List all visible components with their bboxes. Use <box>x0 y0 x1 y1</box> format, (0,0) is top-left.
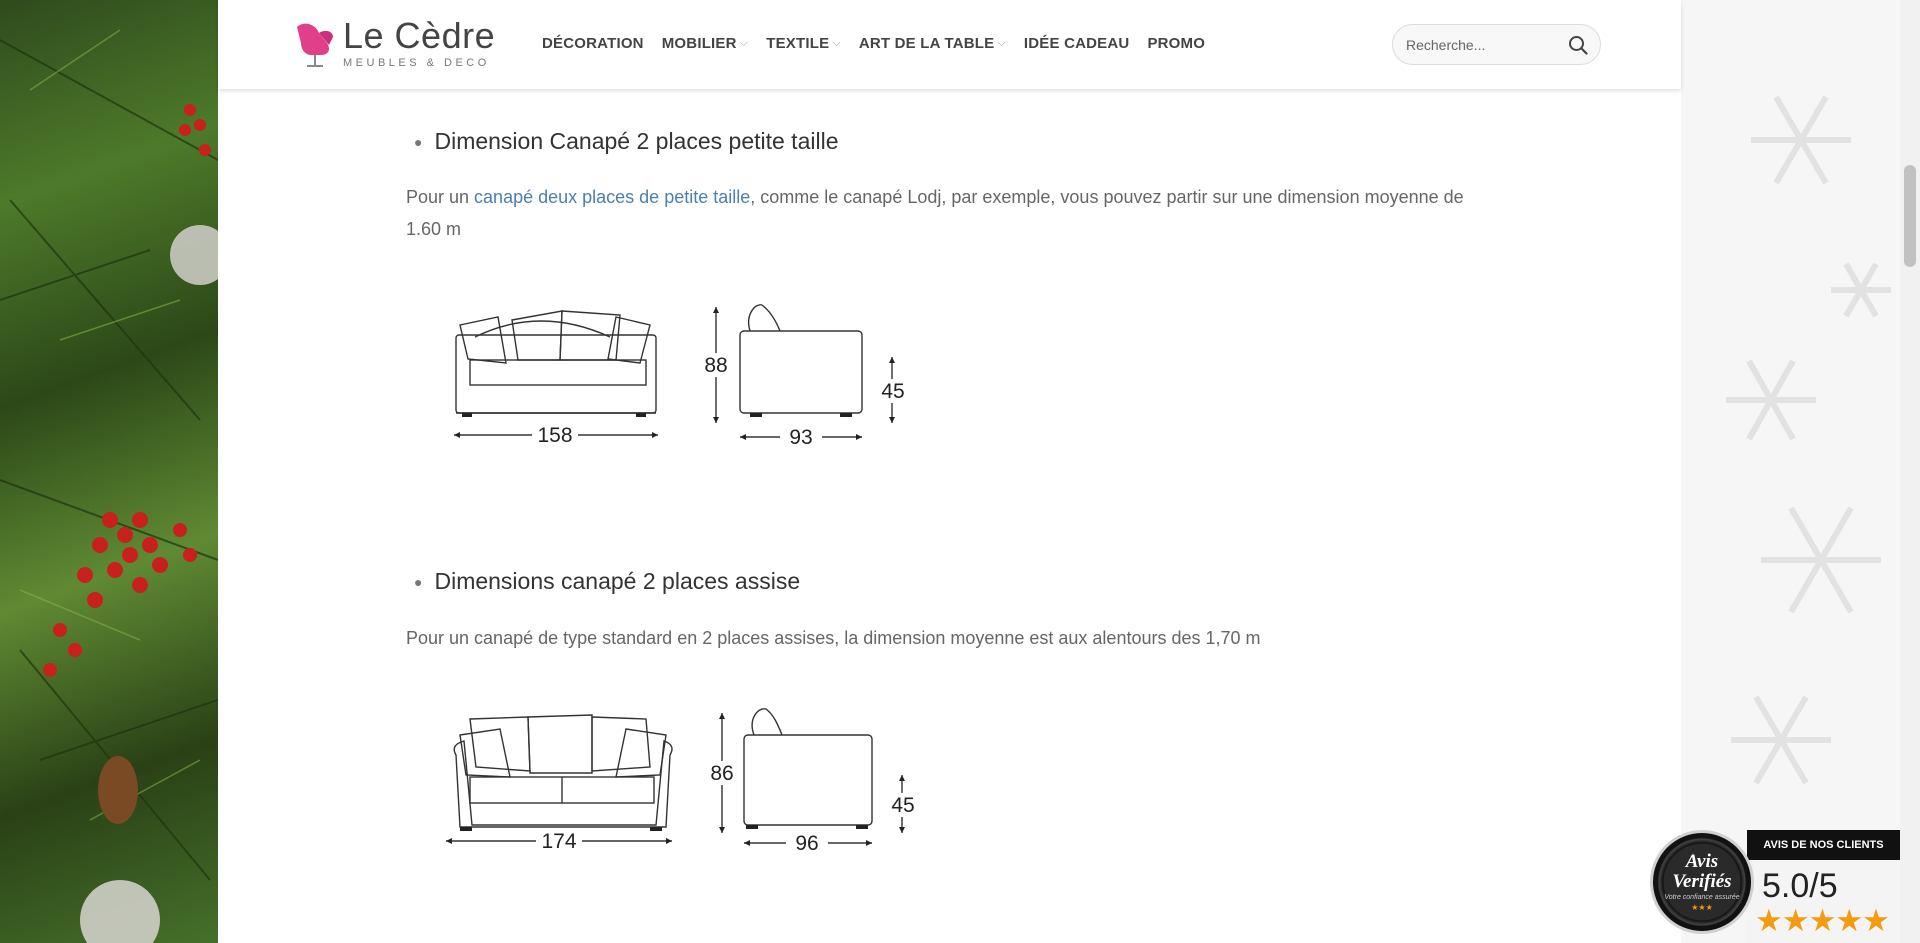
section-heading-text: Dimensions canapé 2 places assise <box>434 568 801 594</box>
nav-item-art-de-la-table[interactable] <box>859 35 1006 52</box>
main-nav <box>542 35 1205 52</box>
nav-item-label: IDÉE CADEAU <box>1023 35 1130 52</box>
brand-subtitle: MEUBLES & DECO <box>343 57 490 69</box>
sofa-dimension-diagram-standard <box>440 705 930 865</box>
dimension-seat-label: 45 <box>881 380 905 403</box>
section-heading-text: Dimension Canapé 2 places petite taille <box>434 128 839 154</box>
sofa-dimension-diagram-small <box>440 295 920 455</box>
bullet-icon: ● <box>414 573 423 590</box>
pink-chair-logo-icon <box>293 19 337 69</box>
rating-stars-icon: ★★★★★ <box>1755 903 1889 938</box>
nav-item-decoration[interactable] <box>542 35 644 52</box>
nav-item-label: ART DE LA TABLE <box>858 35 995 52</box>
section-paragraph-assise <box>406 622 1466 654</box>
page-scrollbar[interactable] <box>1900 0 1920 943</box>
nav-item-label: MOBILIER <box>661 35 737 52</box>
search-icon[interactable] <box>1568 35 1588 55</box>
pine-branches-decoration <box>0 0 218 943</box>
reviews-label: AVIS DE NOS CLIENTS <box>1747 830 1900 860</box>
bullet-icon: ● <box>414 133 423 150</box>
seal-subtitle: Votre confiance assurée <box>1664 894 1740 901</box>
seal-title-line: Avis <box>1685 851 1719 872</box>
nav-item-textile[interactable] <box>766 35 841 52</box>
seal-stars-icon: ★★★ <box>1691 903 1713 912</box>
verified-reviews-badge[interactable] <box>1650 830 1900 943</box>
paragraph-text: , comme le canapé Lodj, par exemple, vous pouvez partir sur une dimension moyenne de 1.60 m <box>406 187 1464 239</box>
canape-petite-taille-link[interactable]: canapé deux places de petite taille <box>474 187 751 207</box>
dimension-height-label: 88 <box>704 354 728 377</box>
nav-item-idee-cadeau[interactable] <box>1024 35 1130 52</box>
snowflake-background-right <box>1681 0 1900 943</box>
section-heading-assise <box>406 568 800 595</box>
section-heading-petite-taille <box>406 128 839 155</box>
brand-title: Le Cèdre <box>343 15 496 56</box>
paragraph-text: Pour un <box>406 187 475 207</box>
dimension-height-label: 86 <box>710 762 734 785</box>
paragraph-text: Pour un canapé de type standard en 2 places assises, la dimension moyenne est aux alentours des 1,70 m <box>406 628 1261 648</box>
section-paragraph-petite-taille <box>406 181 1466 245</box>
snowflakes-decoration <box>1681 0 1900 943</box>
search-input[interactable] <box>1406 37 1561 53</box>
nav-item-promo[interactable] <box>1147 35 1205 52</box>
chevron-down-icon: ⌵ <box>739 37 749 49</box>
search-box <box>1392 24 1601 65</box>
nav-item-label: PROMO <box>1147 35 1206 52</box>
dimension-width-label: 158 <box>537 424 573 447</box>
nav-item-mobilier[interactable] <box>662 35 748 52</box>
christmas-background-left <box>0 0 218 943</box>
nav-item-label: TEXTILE <box>766 35 830 52</box>
dimension-depth-label: 96 <box>795 832 819 855</box>
reviews-score: 5.0/5 <box>1762 867 1838 905</box>
chevron-down-icon: ⌵ <box>997 37 1006 49</box>
dimension-depth-label: 93 <box>789 426 813 449</box>
avis-verifies-seal <box>1650 830 1754 934</box>
dimension-seat-label: 45 <box>891 794 915 817</box>
nav-item-label: DÉCORATION <box>542 35 644 52</box>
site-header <box>218 0 1681 89</box>
chevron-down-icon: ⌵ <box>832 37 841 49</box>
dimension-width-label: 174 <box>541 830 577 853</box>
site-logo[interactable] <box>293 15 496 69</box>
seal-title-line: Verifiés <box>1672 871 1732 892</box>
scrollbar-thumb[interactable] <box>1904 165 1916 267</box>
